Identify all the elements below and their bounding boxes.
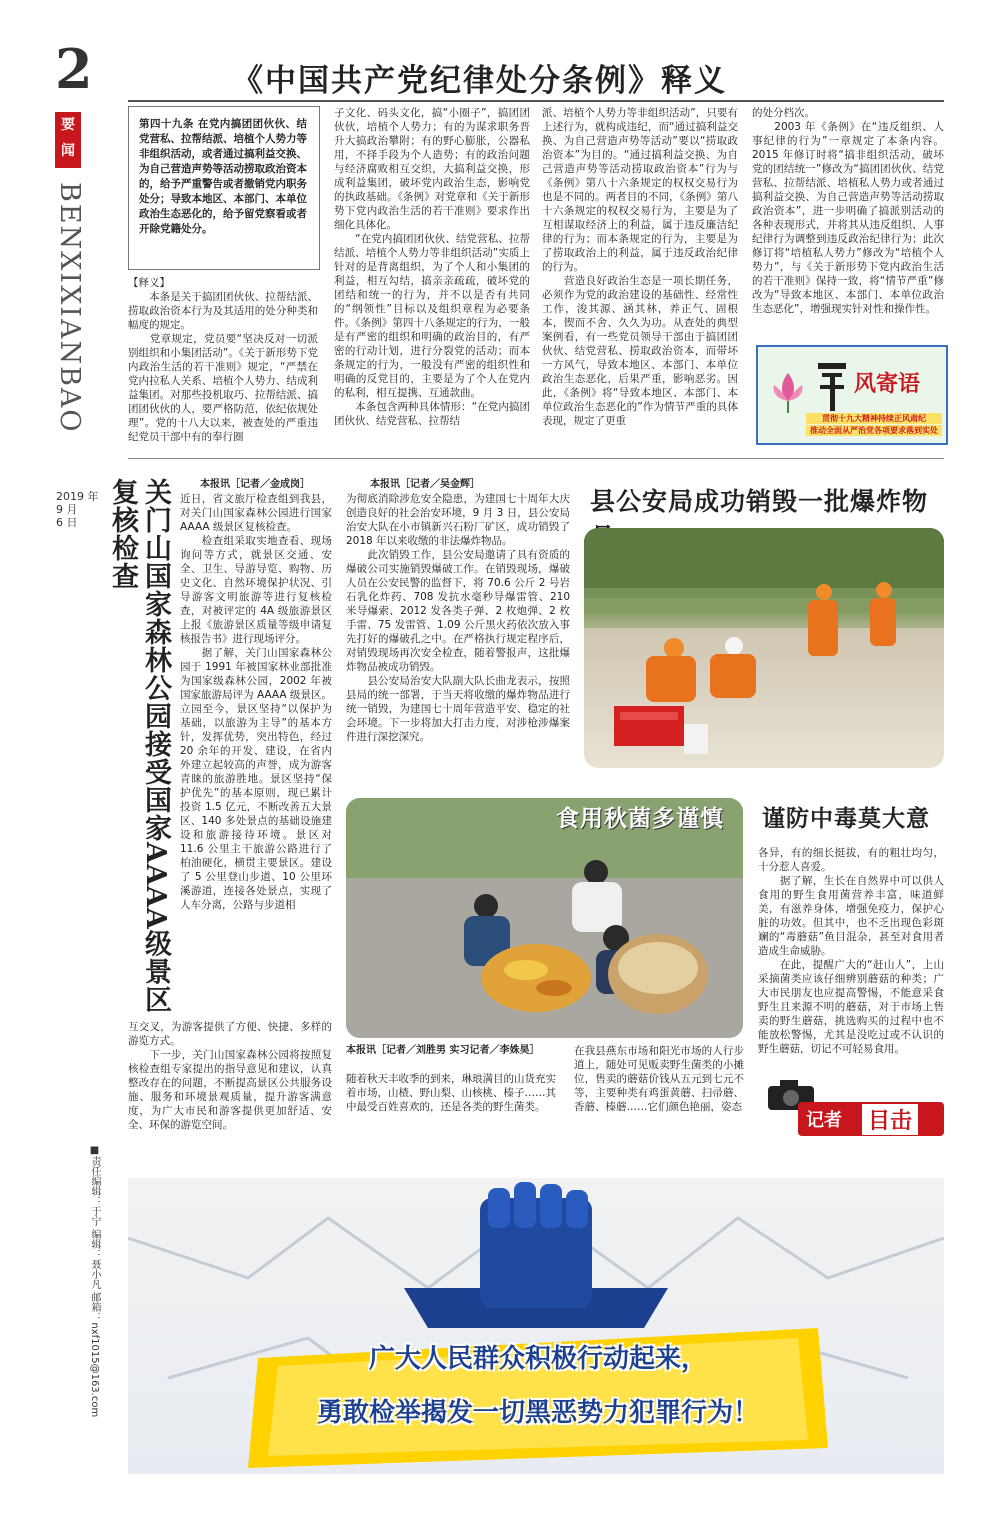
mushroom-photo-scene [346, 798, 743, 1038]
mushroom-byline: 本报讯［记者／刘胜男 实习记者／李姝昊］ [346, 1045, 540, 1056]
reporter-badge-right: 目击 [862, 1104, 918, 1135]
promo-box [756, 345, 948, 445]
lotus-icon [768, 365, 808, 415]
park-body-b: 互交叉，为游客提供了方便、快捷、多样的游览方式。 下一步，关门山国家森林公园将按照复核检查组专家提出的指导意见和建议，认真整改存在的问题，不断提高景区公共服务设施、服务和环境景观质量，提升游客满意度，为广大市民和游客提供更加舒适、安全、环保的游览空间。 [128, 1021, 332, 1131]
promo-line-2: 推动全面从严治党各项要求落到实处 [806, 425, 942, 436]
police-headline: 县公安局成功销毁一批爆炸物 [590, 487, 929, 516]
feature-column-1: 【释义】 本条是关于搞团团伙伙、拉帮结派、捞取政治资本行为及其适用的处分种类和幅度的规定。 党章规定，党员要“坚决反对一切派别组织和小集团活动”。《关于新形势下党内政治生活的若干准则》规定，“严禁在党内拉私人关系、培植个人势力、结成利益集团。对那些投机取巧、拉帮结派、搞团团伙伙的人，要严格防范，依纪依规处理”。党的十八大以来，被查处的严重违纪党员干部中有的奉行圈 [128, 277, 318, 443]
mushroom-body-b: 在我县燕东市场和阳光市场的人行步道上，随处可见贩卖野生菌类的小摊位，售卖的蘑菇价钱从五元到七元不等，主要种类有鸡蛋黄蘑、扫帚蘑、香蘑、榛蘑……它们颜色艳丽，姿态 [574, 1045, 744, 1113]
banner-line-2: 勇敢检举揭发一切黑恶势力犯罪行为！ [316, 1398, 759, 1428]
editor-line: ■责任编辑：于宁 编辑：聂小凡 邮箱：nxf1015@163.com [89, 1145, 100, 1418]
mushroom-photo [346, 798, 743, 1038]
mushroom-headline-right: 谨防中毒莫大意 [762, 805, 930, 832]
police-byline: 本报讯［记者／吴金辉］ [370, 479, 480, 490]
mushroom-body-a: 随着秋天丰收季的到来，琳琅满目的山货充实着市场，山楂、野山梨、山核桃、榛子……其中最受百姓喜欢的，还是各类的野生菌类。 [346, 1073, 556, 1113]
police-photo [584, 528, 944, 768]
paper-name: BENXIXIANBAO [54, 182, 85, 434]
clause-text: 第四十九条 在党内搞团团伙伙、结党营私、拉帮结派、培植个人势力等非组织活动，或者通过搞利益交换、为自己营造声势等活动捞取政治资本的，给予严重警告或者撤销党内职务处分；导致本地区、本部门、本单位政治生态恶化的，给予留党察看或者开除党籍处分。 [139, 118, 307, 235]
title-rule [128, 100, 944, 102]
seal-character-icon [814, 359, 850, 415]
section-rule [128, 458, 944, 459]
park-byline: 本报讯［记者／金成岗］ [200, 479, 310, 490]
park-body-a: 近日，省文旅厅检查组到我县，对关门山国家森林公园进行国家 AAAA 级景区复核检查。 检查组采取实地查看、现场询问等方式，就景区交通、安全、卫生、导游导览、购物、历史文化、自然环境保护状况、引导游客文明旅游等进行复核检查，对被评定的 4A 级旅游景区上报《旅游景区质量等级申请复核报告书》进行现场评分。 据了解，关门山国家森林公园于 1991 年被国家林业部批准为国家级森林公园，2002 年被国家旅游局评为 AAAA 级景区。立园至今，景区坚持“以保护为基础，以旅游为主导”的基本方针，发挥优势，突出特色，经过 20 余年的开发、建设，在省内外建立起较高的声誉，成为游客青睐的旅游胜地。景区坚持“保护优先”的基本原则，现已累计投资 1.5 亿元，不断改善五大景区、140 多处景点的基础设施建设和旅游接待环境。景区对 11.6 公里主干旅游公路进行了柏油硬化，横贯主要景区。建设了 5 公里登山步道、10 公里环溪游道，连接各处景点，实现了人车分离，公路与步道相 [180, 493, 332, 911]
promo-line-1: 贯彻十九大精神持续正风肃纪 [806, 413, 942, 424]
feature-title: 《中国共产党纪律处分条例》释义 [232, 63, 727, 99]
anti-crime-banner [128, 1178, 944, 1474]
mushroom-body-c: 各异，有的细长挺拔，有的粗壮均匀，十分惹人喜爱。 据了解，生长在自然界中可以供人食用的野生食用菌营养丰富，味道鲜美，有滋养身体，增强免疫力，保护心脏的功效。但其中，也不乏出现色彩斑斓的“毒蘑菇”鱼目混杂，甚至对食用者造成生命威胁。 在此，提醒广大的“赶山人”，上山采摘菌类应该仔细辨别蘑菇的种类；广大市民朋友也应提高警惕，不能意采食野生且来源不明的蘑菇，对于市场上售卖的野生蘑菇，挑选购买的过程中也不能放松警惕，尤其是没吃过或不认识的野生蘑菇，切记不可轻易食用。 [758, 847, 944, 1055]
police-body: 为彻底消除涉危安全隐患，为建国七十周年大庆创造良好的社会治安环境，9 月 3 日，县公安局治安大队在小市镇新兴石粉厂矿区，成功销毁了 2018 年以来收缴的非法爆炸物品。 此次销毁工作，县公安局邀请了具有资质的爆破公司实施销毁爆破工作。在销毁现场，爆破人员在公安民警的监督下，将 70.6 公斤 2 号岩石乳化炸药、708 发抗水毫秒导爆雷管、210 米导爆索、2012 发各类子弹、2 枚炮弹、2 枚手雷、75 发雷管、1.09 公斤黑火药依次放入事先打好的爆破孔之中。在严格执行规定程序后，对销毁现场再次安全检查，随着警报声，这批爆炸物品被成功销毁。 县公安局治安大队副大队长曲龙表示，按照县局的统一部署，于当天将收缴的爆炸物品进行统一销毁，为建国七十周年营造平安、稳定的社会环境。下一步将加大打击力度，对涉枪涉爆案件进行深挖深究。 [346, 493, 570, 743]
reporter-badge-left: 记者 [806, 1110, 842, 1131]
feature-column-2: 子文化、码头文化，搞“小圈子”，搞团团伙伙，培植个人势力；有的为谋求职务晋升大搞政治攀附；有的野心膨胀，公器私用，不择手段为个人造势；有的政治问题与经济腐败相互交织，大搞利益交换，形成利益集团，破坏党内政治生态，影响党的执政基础。《条例》对党章和《关于新形势下党内政治生活的若干准则》要求作出细化具体化。 “在党内搞团团伙伙、结党营私、拉帮结派、培植个人势力等非组织活动”实质上针对的是背离组织，为了个人和小集团的利益，相互勾结，搞亲亲疏疏，破坏党的团结和统一的行为，并不以是否有共同的“纲领性”目标以及组织章程为必要条件。《条例》第四十八条规定的行为，一般是有严密的组织和明确的政治目的，有严密的行动计划，进行分裂党的活动；而本条规定的行为，一般没有严密的组织性和明确的反党目的，主要是为了个人在党内的私利，相互提携、互通款曲。 本条包含两种具体情形：“在党内搞团团伙伙、结党营私、拉帮结 [334, 107, 530, 427]
feature-column-3: 派、培植个人势力等非组织活动”，只要有上述行为，就构成违纪，而“通过搞利益交换、为自己营造声势等活动”要以“捞取政治资本”为目的。“通过搞利益交换、为自己营造声势等活动捞取政治资本”行为与《条例》第八十六条规定的权权交易行为也是不同的。两者目的不同，《条例》第八十六条规定的权权交易行为，主要是为了互相谋取经济上的利益，属于违反廉洁纪律的行为；而本条规定的行为，主要是为了捞取政治上的利益，属于违反政治纪律的行为。 营造良好政治生态是一项长期任务，必须作为党的政治建设的基础性、经常性工作，浚其源、涵其林，养正气、固根本，锲而不舍、久久为功。从查处的典型案例看，有一些党员领导干部由于搞团团伙伙、结党营私、捞取政治资本，而带坏一方风气，导致本地区、本部门、本单位政治生态恶化，后果严重，影响恶劣。因此，《条例》将“导致本地区、本部门、本单位政治生态恶化的”作为情节严重的具体表现，规定了更重 [542, 107, 738, 427]
promo-title: 风寄语 [854, 371, 921, 397]
banner-artwork [128, 1178, 944, 1474]
police-photo-scene [584, 528, 944, 768]
section-tag: 要闻 [55, 112, 81, 168]
clause-box [128, 106, 320, 270]
park-headline: 关门山国家森林公园接受国家AAAA级景区复核检查 [107, 478, 171, 1014]
issue-date: 2019 年 9 月 6 日 [56, 490, 99, 529]
reporter-badge [758, 1076, 944, 1140]
feature-column-4: 的处分档次。 2003 年《条例》在“违反组织、人事纪律的行为”一章规定了本条内容。2015 年修订时将“搞非组织活动，破坏党的团结统一”修改为“搞团团伙伙、结党营私、拉帮结派、培植私人势力或者通过搞利益交换、为自己营造声势等活动捞取政治资本”，进一步明确了搞派别活动的各种表现形式，并将其从违反组织、人事纪律行为调整到违反政治纪律行为；此次修订将“培植私人势力”修改为“培植个人势力”，与《关于新形势下党内政治生活的若干准则》保持一致，将“情节严重”修改为“导致本地区、本部门、本单位政治生态恶化”，增强现实针对性和操作性。 [752, 107, 944, 315]
banner-line-1: 广大人民群众积极行动起来， [368, 1344, 707, 1374]
mushroom-headline-left: 食用秋菌多谨慎 [556, 805, 724, 832]
page-number: 2 [55, 37, 93, 101]
